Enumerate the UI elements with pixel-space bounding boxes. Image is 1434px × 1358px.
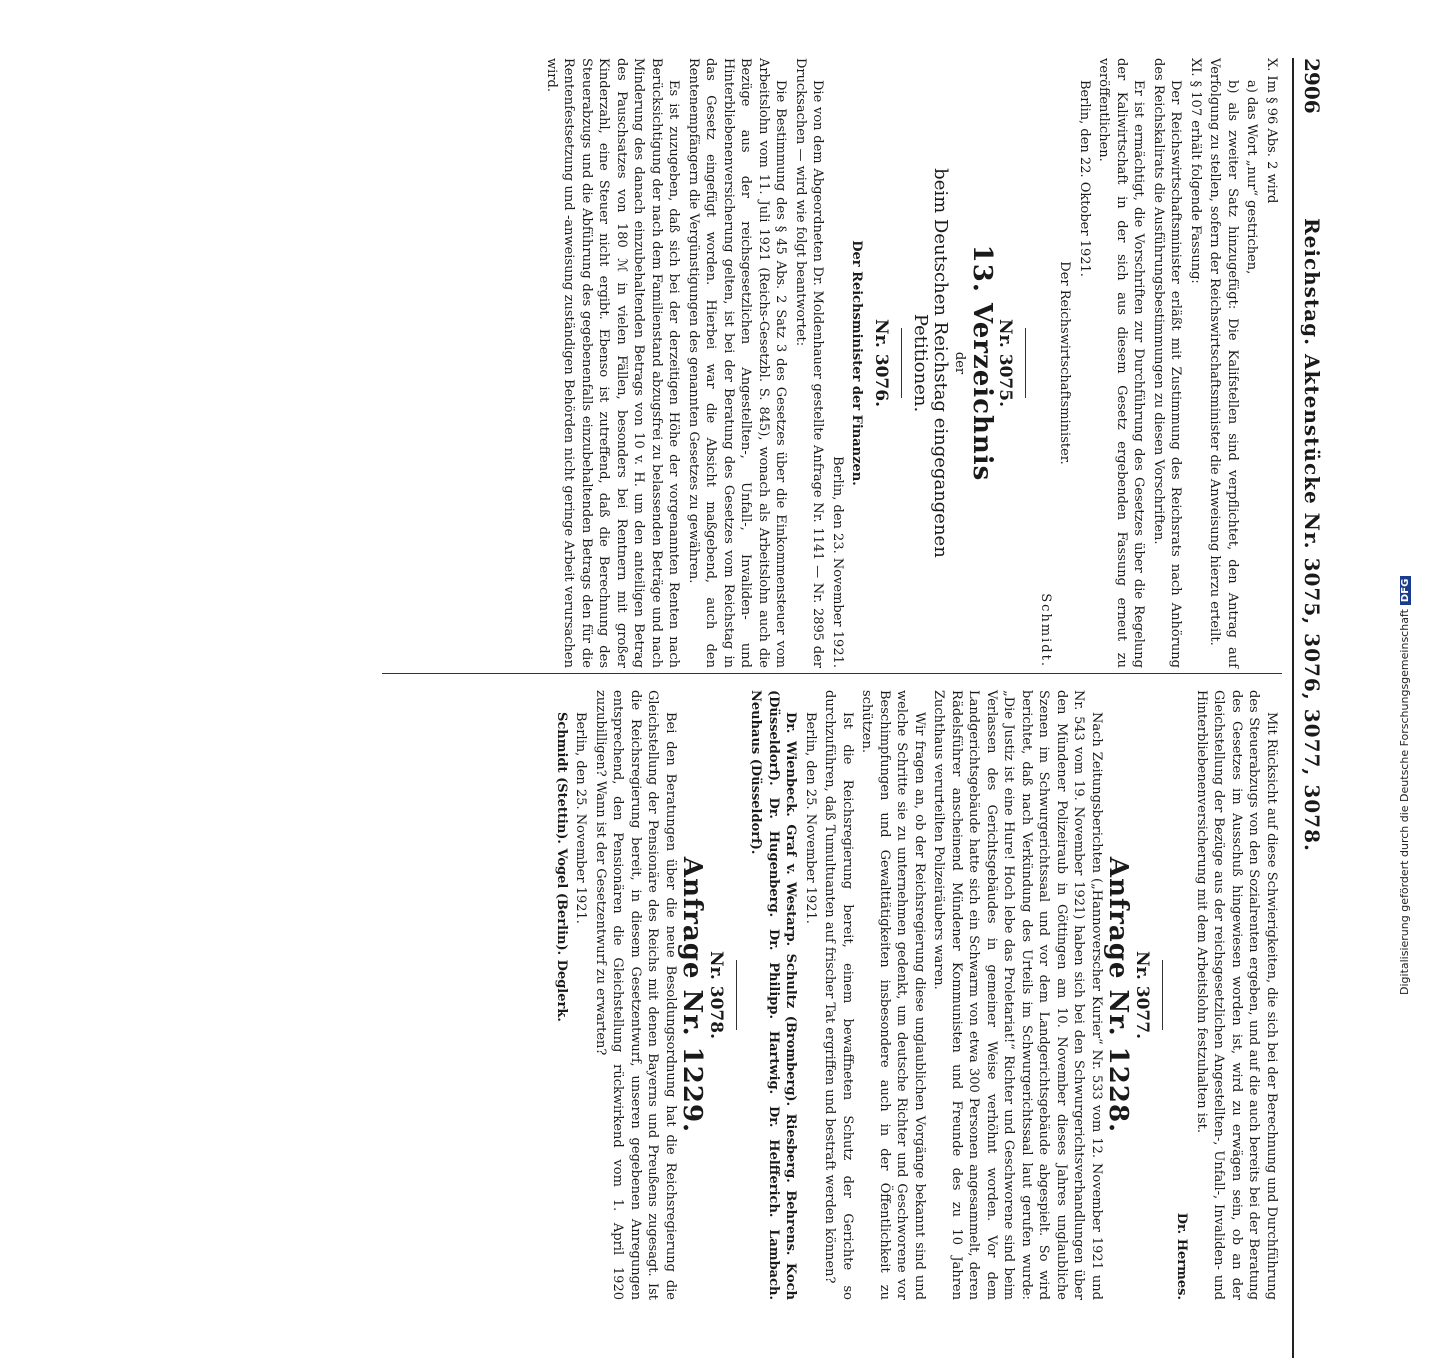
item-xi: XI. § 107 erhält folgende Fassung: (1188, 58, 1203, 284)
left-column (541, 58, 1281, 668)
item-xi-p1: Der Reichswirtschaftsminister erläßt mit Zustimmung des Reichsrats nach Anhörung des Reichskalirats die Ausführungsbestimmungen zu diesen Vorschriften. (1151, 58, 1184, 668)
section-der: der (952, 351, 968, 375)
paragraph: Bei den Beratungen über die neue Besoldungsordnung hat die Reichsregierung die Gleichstellung der Pensionäre des Reichs mit denen Bayerns und Preußens zugesagt. Ist die Reichsregierung bereit, in diesem Gesetzentwurf, unseren gegebenen Anregungen entsprechend, den Pensionären die Gleichstellung rückwirkend vom 1. April 1920 zuzubilligen? Wann ist der Gesetzentwurf zu erwarten? (593, 690, 678, 1300)
paragraph: Es ist zuzugeben, daß sich bei der derzeitigen Höhe der vorgenannten Renten nach Berücksichtigung der nach dem Familienstand abzugsfrei zu belassenden Beträge und nach Minderung des danach einzubehaltenden Betrags von 10 v. H. um den anteiligen Betrag des Pauschsatzes von 180 ℳ in vielen Fällen, besonders bei Rentnern mit großer Kinderzahl, eine Steuer nicht ergibt. Ebenso ist zutreffend, daß die Berechnung des Steuerabzugs und die Abführung des gegebenenfalls einzubehaltenden Betrags den für die Rentenfestsetzung und -anweisung zuständigen Behörden nicht geringe Arbeit verursachen wird. (544, 58, 682, 668)
credit-text (1398, 576, 1411, 995)
section-number: Nr. 3077. (1132, 950, 1152, 1039)
page-header (1292, 58, 1328, 1358)
section-number: Nr. 3076. (871, 318, 891, 407)
section-rule (901, 328, 902, 398)
signature-role: Der Reichswirtschaftsminister. (1057, 261, 1073, 465)
section-rule (1162, 960, 1163, 1030)
paragraph: Die Bestimmung des § 45 Abs. 2 Satz 3 des Gesetzes über die Einkommensteuer vom Arbeitslohn vom 11. Juli 1921 (Reichs-Gesetzbl. S. 845), wonach als Arbeitslohn auch die Bezüge aus der reichsgesetzlichen Angestellten-, Unfall-, Invaliden- und Hinterbliebenenversicherung gelten, ist bei der Beratung des Gesetzes vom Reichstag in das Gesetz eingefügt worden. Hierbei war die Absicht maßgebend, auch den Rentenempfängern die Vergünstigungen des genannten Gesetzes zu gewähren. (686, 58, 789, 668)
section-rule (1026, 328, 1027, 398)
paragraph: Ist die Reichsregierung bereit, einem bewaffneten Schutz der Gerichte so durchzuführen, daß Tumultuanten auf frischer Tat ergriffen und bestraft werden können? (822, 690, 855, 1300)
paragraph: Mit Rücksicht auf diese Schwierigkeiten, die sich bei der Berechnung und Durchführung des Steuerabzugs von den Sozialrenten ergeben, und auf die auch bereits bei der Beratung des Gesetzes im Ausschuß hingewiesen worden ist, wird zu erwägen sein, ob an der Gleichstellung der Bezüge aus der reichsgesetzlichen Angestellten-, Unfall-, Invaliden- und Hinterbliebenenversicherung mit dem Arbeitslohn festzuhalten ist. (1194, 690, 1279, 1300)
date-line: Berlin, den 22. Oktober 1921. (1077, 80, 1092, 277)
column-divider (382, 673, 1282, 674)
item-xi-p2: Er ist ermächtigt, die Vorschriften zur Durchführung des Gesetzes über die Regelung der Kaliwirtschaft in der sich aus diesem Gesetz ergebenden Fassung erneut zu veröffentlichen. (1096, 58, 1147, 668)
item-x-a: a) das Wort „nur“ gestrichen, (1244, 80, 1260, 275)
paragraph: Wir fragen an, ob der Reichsregierung diese unglaublichen Vorgänge bekannt sind und welche Schritte sie zu unternehmen gedenkt, um deutsche Richter und Geschworene vor Beschimpfungen und Gewalttätigkeiten insbesondere auch in der Öffentlichkeit zu schützen. (859, 690, 927, 1300)
date-line: Berlin, den 23. November 1921. (830, 456, 845, 668)
section-rule (736, 960, 737, 1030)
date-line: Berlin, den 25. November 1921. (803, 712, 818, 924)
digitization-credit (1380, 0, 1434, 1000)
signers-list: Schmidt (Stettin). Vogel (Berlin). Deglerk. (554, 712, 569, 1022)
item-x: X. Im § 96 Abs. 2 wird (1264, 58, 1279, 204)
minister-title: Der Reichsminister der Finanzen. (849, 240, 865, 486)
credit-label: Digitalisierung gefördert durch die Deutsche Forschungsgemeinschaft (1398, 609, 1411, 995)
section-title: 13. Verzeichnis (967, 244, 997, 482)
paragraph: Nach Zeitungsberichten („Hannoverscher Kurier“ Nr. 533 vom 12. November 1921 und Nr. 543 vom 19. November 1921) haben sich bei den Schwurgerichtsverhandlungen über den Mündener Polizeiraub in Göttingen am 10. November dieses Jahres unglaubliche Szenen im Schwurgerichtssaal und vor dem Landgerichtsgebäude abgespielt. So wird berichtet, daß nach Verkündung des Urteils im Schwurgerichtssaal laut gerufen wurde: „Die Justiz ist eine Hure! Hoch lebe das Proletariat!“ Richter und Geschworene sind beim Verlassen des Gerichtsgebäudes in gemeiner Weise verhöhnt worden. Vor dem Landgerichtsgebäude hatte sich ein Schwarm von etwa 300 Personen angesammelt, deren Rädelsführer anscheinend Mündener Kommunisten und Freunde des zu 10 Jahren Zuchthaus verurteilten Polizeiräubers waren. (931, 690, 1104, 1300)
section-number: Nr. 3078. (706, 950, 726, 1039)
section-subtitle-2: Petitionen. (910, 313, 932, 413)
item-x-b: b) als zweiter Satz hinzugefügt: Die Kalifstellen sind verpflichtet, den Antrag auf Verfolgung zu stellen, sofern der Reichswirtschaftsminister die Anweisung hierzu erteilt. (1207, 58, 1240, 668)
section-number: Nr. 3075. (995, 318, 1016, 407)
section-subtitle: beim Deutschen Reichstag eingegangenen (930, 168, 951, 558)
signers-list: Dr. Wienbeck. Graf v. Westarp. Schultz (Bromberg). Riesberg. Behrens. Koch (Düsseldorf). Dr. Hugenberg. Dr. Philipp. Hartwig. Dr. Helfferich. Lambach. Neuhaus (Düsseldorf). (748, 690, 799, 1300)
page-title: Reichstag. Aktenstücke Nr. 3075, 3076, 3077, 3078. (1300, 218, 1324, 852)
section-title: Anfrage Nr. 1228. (1103, 856, 1134, 1134)
signature-name: Schmidt. (1038, 593, 1053, 668)
right-column (551, 690, 1281, 1300)
signature-name: Dr. Hermes. (1174, 1212, 1190, 1300)
page-number: 2906 (1300, 58, 1324, 114)
date-line: Berlin, den 25. November 1921. (573, 712, 589, 924)
paragraph: Die von dem Abgeordneten Dr. Moldenhauer gestellte Anfrage Nr. 1141 — Nr. 2895 der Drucksachen — wird wie folgt beantwortet: (793, 58, 826, 668)
dfg-logo: DFG (1400, 576, 1411, 605)
section-title: Anfrage Nr. 1229. (677, 856, 708, 1134)
